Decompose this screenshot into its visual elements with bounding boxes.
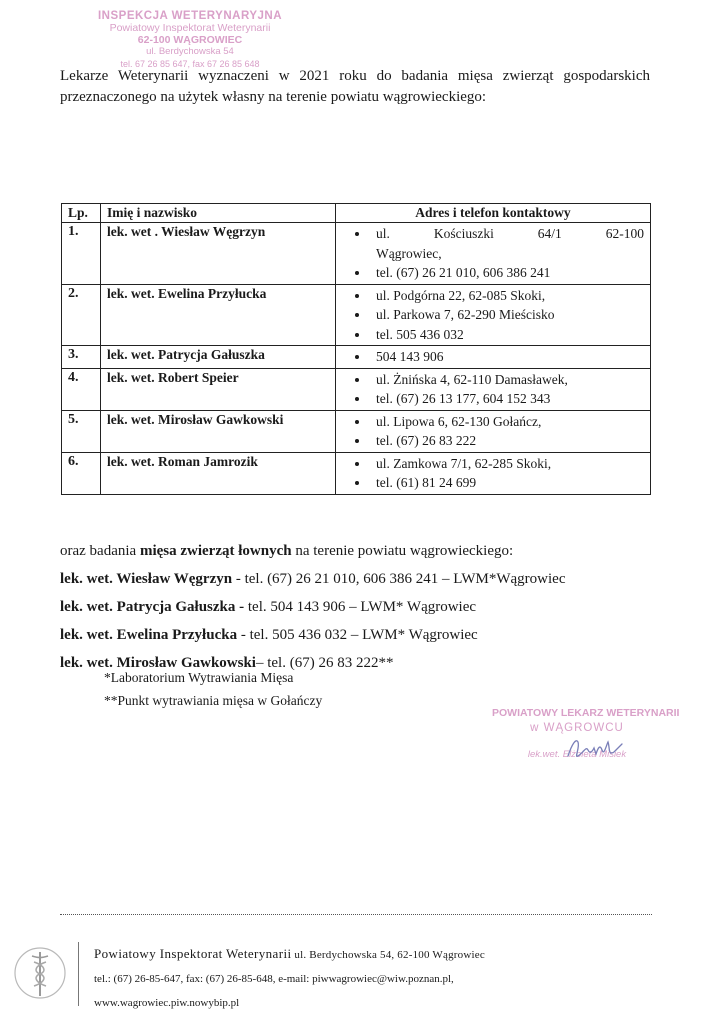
lead-prefix: oraz badania [60,543,140,559]
phone-line: • tel. (67) 26 13 177, 604 152 343 [370,389,644,409]
vet-name: lek. wet. Roman Jamrozik [101,452,336,494]
vet-address-cell [336,223,651,285]
vet-name: lek. wet. Robert Speier [101,368,336,410]
game-vet-name: lek. wet. Patrycja Gałuszka - [60,599,245,615]
game-vet-info: tel. 504 143 906 – LWM* Wągrowiec [244,599,477,615]
row-number: 3. [62,346,101,369]
handwritten-signature [564,734,624,764]
footnote-2: **Punkt wytrawiania mięsa w Gołańczy [104,693,323,708]
game-vet-name: lek. wet. Wiesław Węgrzyn [60,571,233,587]
vet-address-cell [336,452,651,494]
game-vet-row [60,625,660,645]
header-lp: Lp. [62,204,101,223]
game-vet-name: lek. wet. Mirosław Gawkowski [60,655,256,671]
footer [94,942,714,1015]
stamp-line-2: Powiatowy Inspektorat Weterynarii [109,22,271,34]
stamp-line-1: INSPEKCJA WETERYNARYJNA [97,10,283,22]
footer-org-line [94,942,714,967]
phone-line: • tel. (67) 26 21 010, 606 386 241 [370,263,644,283]
phone-line: • tel. (67) 26 83 222 [370,431,644,451]
footer-contact: tel.: (67) 26-85-647, fax: (67) 26-85-648, e-mail: piwwagrowiec@wiw.poznan.pl, [94,973,454,985]
address-line: • ul. Podgórna 22, 62-085 Skoki, [370,286,644,306]
footer-address: ul. Berdychowska 54, 62-100 Wągrowiec [291,949,485,961]
table-row [62,368,651,410]
address-line: • ul. Żnińska 4, 62-110 Damasławek, [370,370,644,390]
table-row [62,452,651,494]
table-row [62,223,651,285]
vet-name: lek. wet. Patrycja Gałuszka [101,346,336,369]
address-line: Wągrowiec, [376,245,442,261]
row-number: 2. [62,284,101,346]
game-meat-lead [60,541,660,561]
table-row [62,284,651,346]
lead-bold: mięsa zwierząt łownych [139,543,292,559]
game-vet-info: - tel. 505 436 032 – LWM* Wągrowiec [237,627,478,643]
footnote-1: *Laboratorium Wytrawiania Mięsa [104,670,294,685]
footer-vertical-rule [78,942,79,1006]
footnotes [104,666,322,712]
lead-suffix: na terenie powiatu wągrowieckiego: [291,543,514,559]
row-number: 4. [62,368,101,410]
table-row [62,346,651,369]
table-row [62,410,651,452]
stamp-line-5: tel. 67 26 85 647, fax 67 26 85 648 [120,59,260,69]
intro-paragraph: Lekarze Weterynarii wyznaczeni w 2021 roku do badania mięsa zwierząt gospodarskich przeznaczonego na użytek własny na terenie powiatu wągrowieckiego: [60,68,650,105]
vet-address-cell [336,410,651,452]
address-line: • ul. Zamkowa 7/1, 62-285 Skoki, [370,454,644,474]
vet-address-cell [336,284,651,346]
footer-web: www.wagrowiec.piw.nowybip.pl [94,997,240,1009]
vet-address-cell [336,346,651,369]
row-number: 6. [62,452,101,494]
game-vet-row [60,597,660,617]
game-vet-info: - tel. (67) 26 21 010, 606 386 241 – LWM*Wągrowiec [232,571,566,587]
address-line: • ul. Lipowa 6, 62-130 Gołańcz, [370,412,644,432]
phone-line: • tel. 505 436 032 [370,325,644,345]
game-vet-row [60,569,660,589]
footer-separator [60,914,652,915]
vet-name: lek. wet . Wiesław Węgrzyn [101,223,336,285]
game-vet-info: – tel. (67) 26 83 222** [255,655,394,671]
stamp-city: w WĄGROWCU [530,722,624,734]
footer-org: Powiatowy Inspektorat Weterynarii [94,946,292,961]
address-line: • ul. Parkowa 7, 62-290 Mieścisko [370,305,644,325]
stamp-line-4: ul. Berdychowska 54 [146,46,234,57]
vet-address-cell [336,368,651,410]
stamp-title: POWIATOWY LEKARZ WETERYNARII [492,707,680,719]
phone-line: • 504 143 906 [370,347,644,367]
header-address: Adres i telefon kontaktowy [336,204,651,223]
stamp-line-3: 62-100 WĄGROWIEC [137,34,243,46]
game-meat-section [60,541,660,673]
game-vet-name: lek. wet. Ewelina Przyłucka [60,627,238,643]
inspectorate-stamp [84,10,296,70]
vet-name: lek. wet. Mirosław Gawkowski [101,410,336,452]
address-line: • ul. Kościuszki 64/1 62-100 [370,224,644,244]
phone-line: • tel. (61) 81 24 699 [370,473,644,493]
header-name: Imię i nazwisko [101,204,336,223]
caduceus-logo-icon [10,944,70,1002]
row-number: 5. [62,410,101,452]
veterinarians-table [61,203,651,495]
table-header-row [62,204,651,223]
stamp-person: lek.wet. Elżbieta Misiek [527,749,627,760]
vet-name: lek. wet. Ewelina Przyłucka [101,284,336,346]
row-number: 1. [62,223,101,285]
